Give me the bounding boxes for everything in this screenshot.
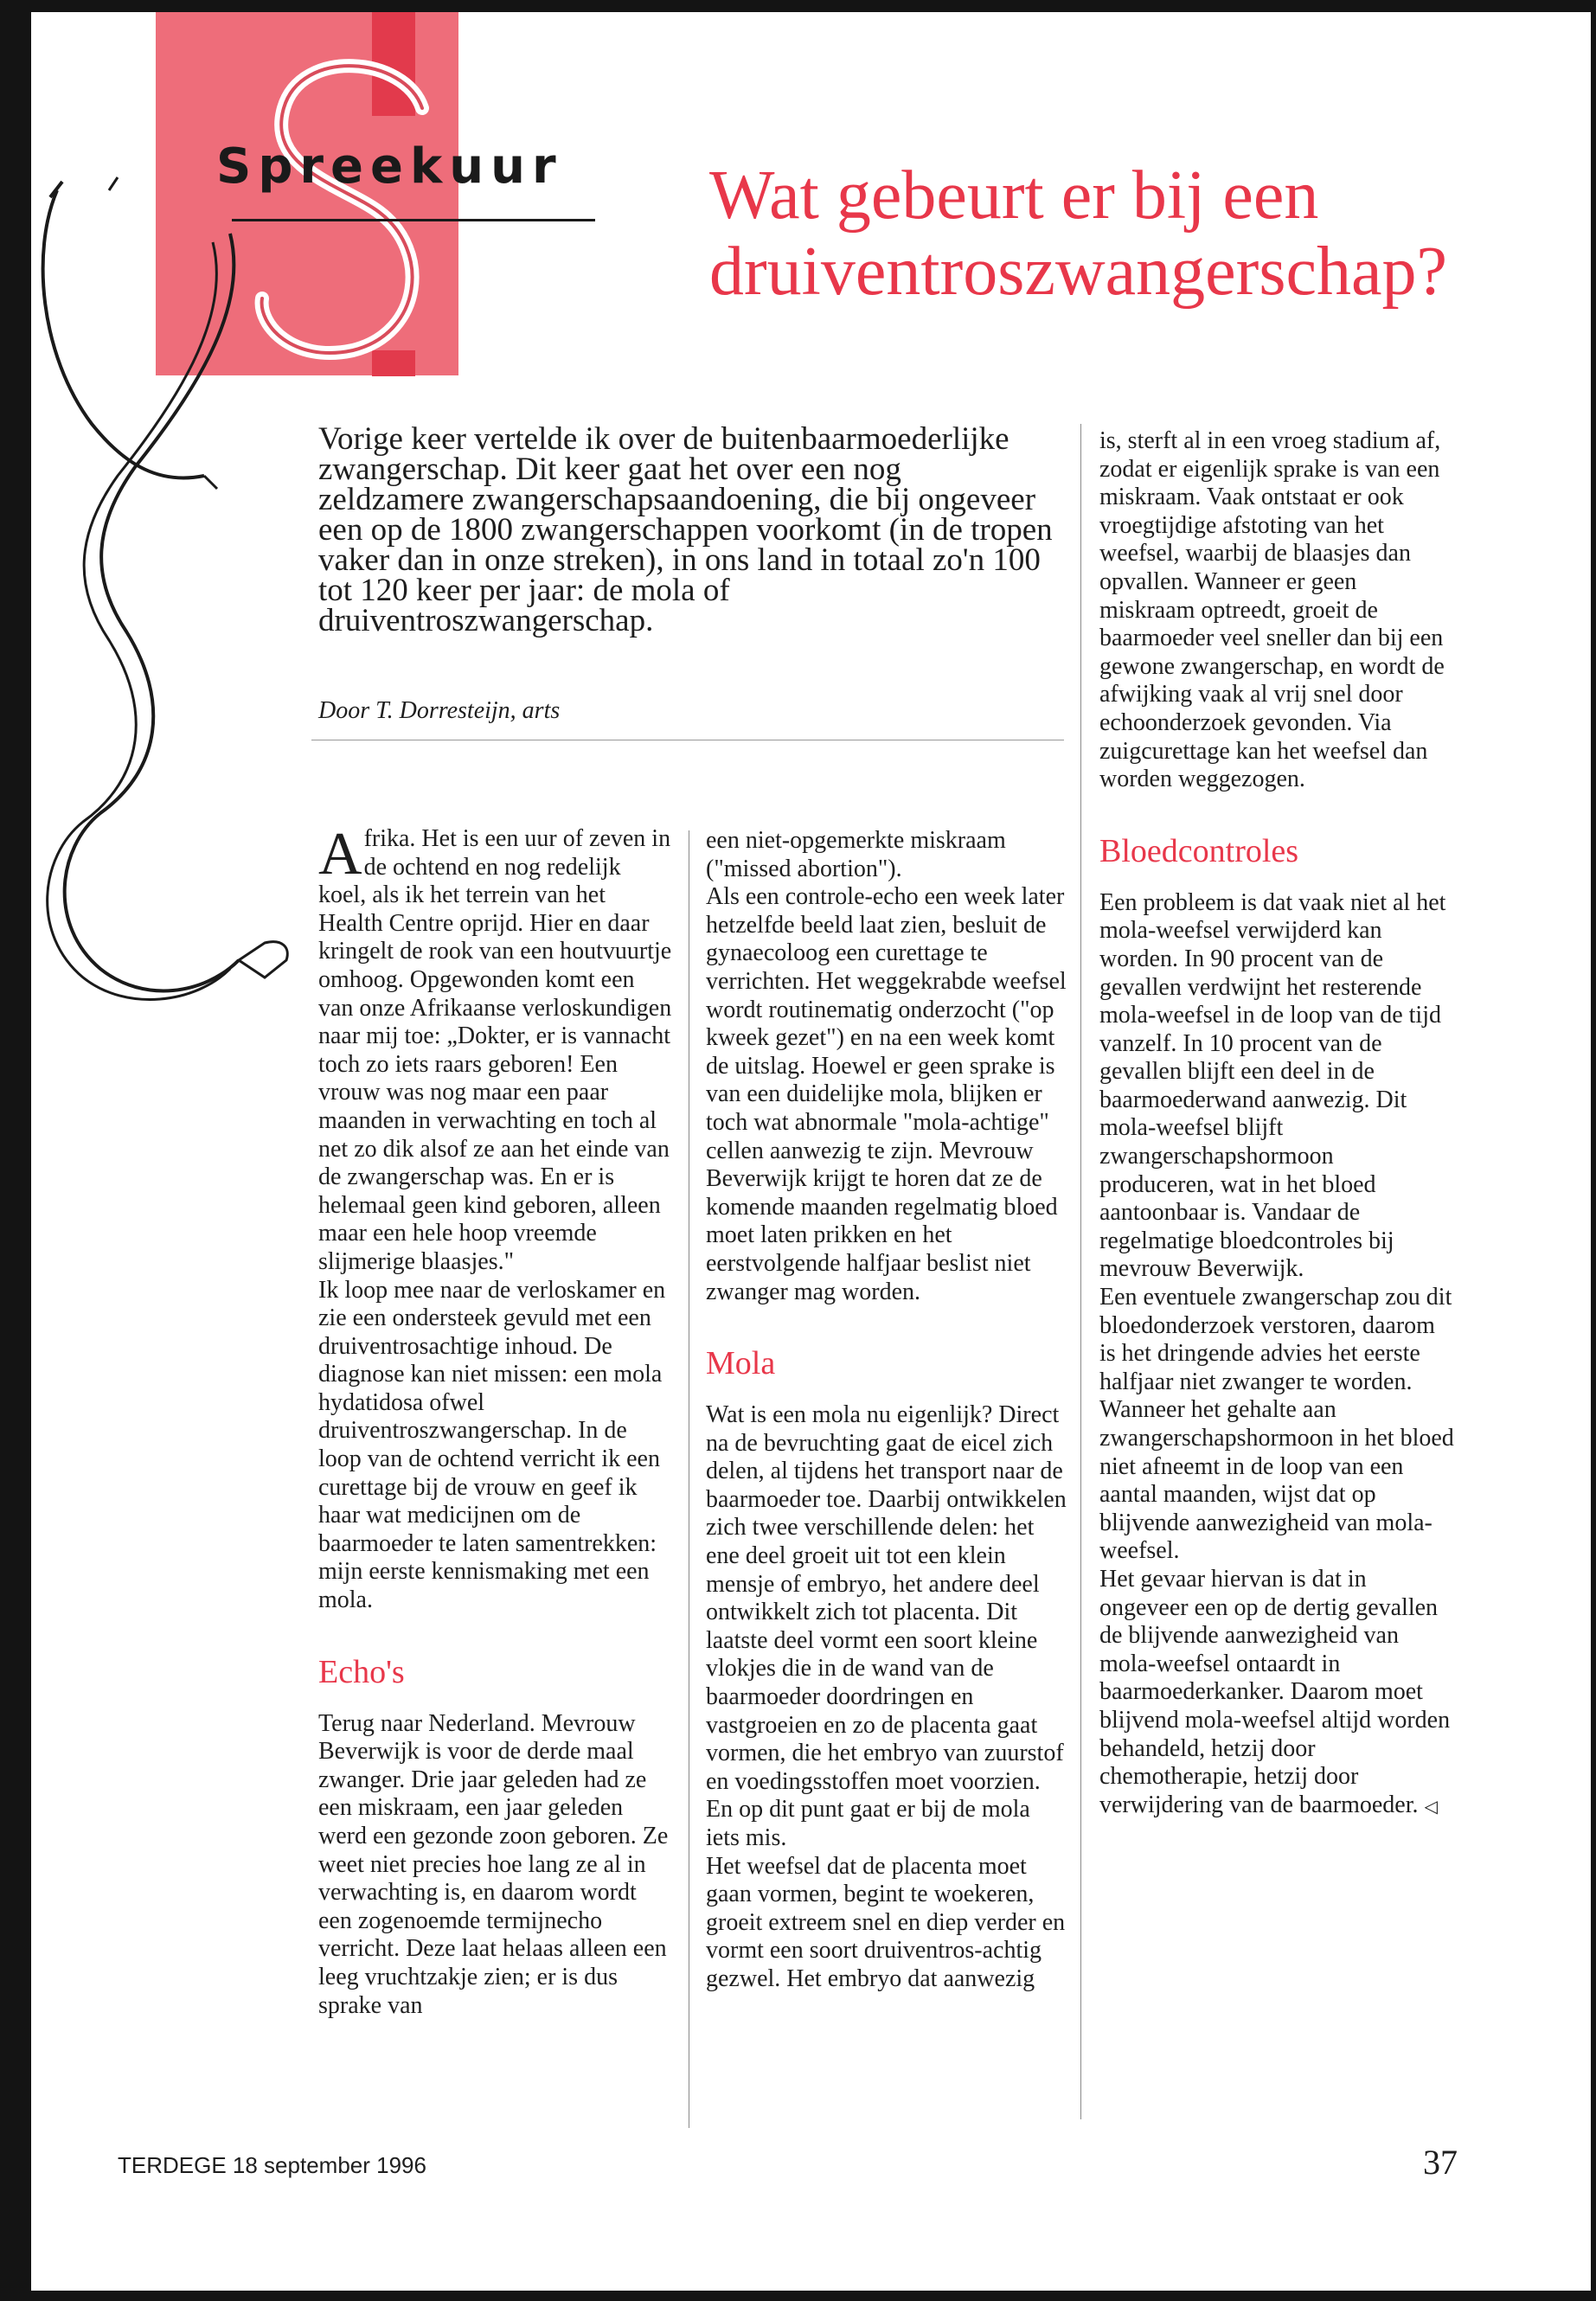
paragraph: een niet-opgemerkte miskraam ("missed abortion"). (706, 827, 1006, 882)
subheading-bloedcontroles: Bloedcontroles (1099, 832, 1299, 869)
article-column-1 (318, 821, 673, 2020)
drop-cap: A (318, 821, 362, 888)
paragraph: Als een controle-echo een week later hetzelfde beeld laat zien, besluit de gynaecoloog een curettage te verrichten. Het weggekrabde weefsel wordt routinematig onderzocht ("op kweek gezet") en na een week komt de uitslag. Hoewel er geen sprake is van een duidelijke mola, blijken er toch wat abnormale "mola-achtige" cellen aanwezig te zijn. Mevrouw Beverwijk krijgt te horen dat ze de komende maanden regelmatig bloed moet laten prikken en het eerstvolgende halfjaar beslist niet zwanger mag worden. (706, 883, 1067, 1305)
article-column-2 (706, 827, 1069, 1994)
subheading-mola: Mola (706, 1345, 776, 1382)
article-column-3 (1099, 427, 1454, 1821)
stethoscope-illustration (31, 95, 291, 1029)
paragraph-text: frika. Het is een uur of zeven in de ochtend en nog redelijk koel, als ik het terrein van het Health Centre oprijd. Hier en daar kringelt de rook van een houtvuurtje omhoog. Opgewonden komt een van onze Afrikaanse verloskundigen naar mij toe: „Dokter, er is vannacht toch zo iets raars geboren! Een vrouw was nog maar een paar maanden in verwachting en toch al net zo dik alsof ze aan het einde van de zwangerschap was. En er is helemaal geen kind geboren, alleen maar een hele hoop vreemde slijmerige blaasjes." (318, 825, 672, 1275)
paragraph: Terug naar Nederland. Mevrouw Beverwijk is voor de derde maal zwanger. Drie jaar geleden had ze een miskraam, een jaar geleden werd een gezonde zoon geboren. Ze weet niet precies hoe lang ze al in verwachting is, en daarom wordt een zogenoemde termijnecho verricht. Deze laat helaas alleen een leeg vruchtzakje zien; er is dus sprake van (318, 1709, 669, 2019)
article-title: Wat gebeurt er bij een druiventroszwangerschap? (709, 157, 1447, 310)
frame-right (1591, 0, 1596, 2301)
paragraph: Wat is een mola nu eigenlijk? Direct na de bevruchting gaat de eicel zich delen, al tijdens het transport naar de baarmoeder toe. Daarbij ontwikkelen zich twee verschillende delen: het ene deel groeit uit tot een klein mensje of embryo, het andere deel ontwikkelt zich tot placenta. Dit laatste deel vormt een soort kleine vlokjes die in de wand van de baarmoeder doordringen en vastgroeien en zo de placenta gaat vormen, die het embryo van zuurstof en voedingsstoffen moet voorzien. En op dit punt gaat er bij de mola iets mis. (706, 1401, 1067, 1851)
page-number: 37 (1423, 2143, 1458, 2182)
footer-publication: TERDEGE 18 september 1996 (118, 2152, 426, 2178)
paragraph: Een probleem is dat vaak niet al het mola-weefsel verwijderd kan worden. In 90 procent van de gevallen verdwijnt het resterende mola-weefsel in de loop van de tijd vanzelf. In 10 procent van de gevallen blijft een deel in de baarmoederwand aanwezig. Dit mola-weefsel blijft zwangerschapshormoon produceren, wat in het bloed aantoonbaar is. Vandaar de regelmatige bloedcontroles bij mevrouw Beverwijk. (1099, 888, 1446, 1283)
paragraph: Een eventuele zwangerschap zou dit bloedonderzoek verstoren, daarom is het dringende advies het eerste halfjaar niet zwanger te worden. Wanneer het gehalte aan zwangerschapshormoon in het bloed niet afneemt in de loop van een aantal maanden, wijst dat op blijvende aanwezigheid van mola-weefsel. (1099, 1284, 1454, 1565)
subheading-echos: Echo's (318, 1653, 405, 1690)
section-label: Spreekuur (216, 138, 563, 195)
frame-bottom (0, 2291, 1596, 2301)
paragraph: Het weefsel dat de placenta moet gaan vormen, begint te woekeren, groeit extreem snel en diep verder en vormt een soort druiventros-achtig gezwel. Het embryo dat aanwezig (706, 1852, 1066, 1992)
paragraph: Ik loop mee naar de verloskamer en zie een ondersteek gevuld met een druiventrosachtige inhoud. De diagnose kan niet missen: een mola hydatidosa ofwel druiventroszwangerschap. In de loop van de ochtend verricht ik een curettage bij de vrouw en geef ik haar wat medicijnen om de baarmoeder te laten samentrekken: mijn eerste kennismaking met een mola. (318, 1276, 666, 1614)
paragraph: is, sterft al in een vroeg stadium af, zodat er eigenlijk sprake is van een miskraam. Vaak ontstaat er ook vroegtijdige afstoting van het weefsel, waarbij de blaasjes dan opvallen. Wanneer er geen miskraam optreedt, groeit de baarmoeder veel sneller dan bij een gewone zwangerschap, en wordt de afwijking vaak al vrij snel door echoonderzoek gevonden. Via zuigcurettage kan het weefsel dan worden weggezogen. (1099, 427, 1445, 793)
paragraph (1099, 1566, 1454, 1821)
frame-top (0, 0, 1596, 12)
article-intro: Vorige keer vertelde ik over de buitenbaarmoederlijke zwangerschap. Dit keer gaat het over een nog zeldzamere zwangerschapsaandoening, die bij ongeveer een op de 1800 zwangerschappen voorkomt (in de tropen vaker dan in onze streken), in ons land in totaal zo'n 100 tot 120 keer per jaar: de mola of druiventroszwangerschap. (318, 421, 1053, 638)
paragraph-text: Het gevaar hiervan is dat in ongeveer een op de dertig gevallen de blijvende aanwezigheid van mola-weefsel ontaardt in baarmoederkanker. Daarom moet blijvend mola-weefsel altijd worden behandeld, hetzij door chemotherapie, hetzij door verwijdering van de baarmoeder. (1099, 1565, 1451, 1818)
article-byline: Door T. Dorresteijn, arts (318, 697, 561, 724)
frame-left (0, 0, 31, 2301)
column-divider-2 (1080, 424, 1081, 2119)
end-mark-icon: ◁ (1424, 1797, 1438, 1817)
paragraph (318, 821, 673, 1277)
